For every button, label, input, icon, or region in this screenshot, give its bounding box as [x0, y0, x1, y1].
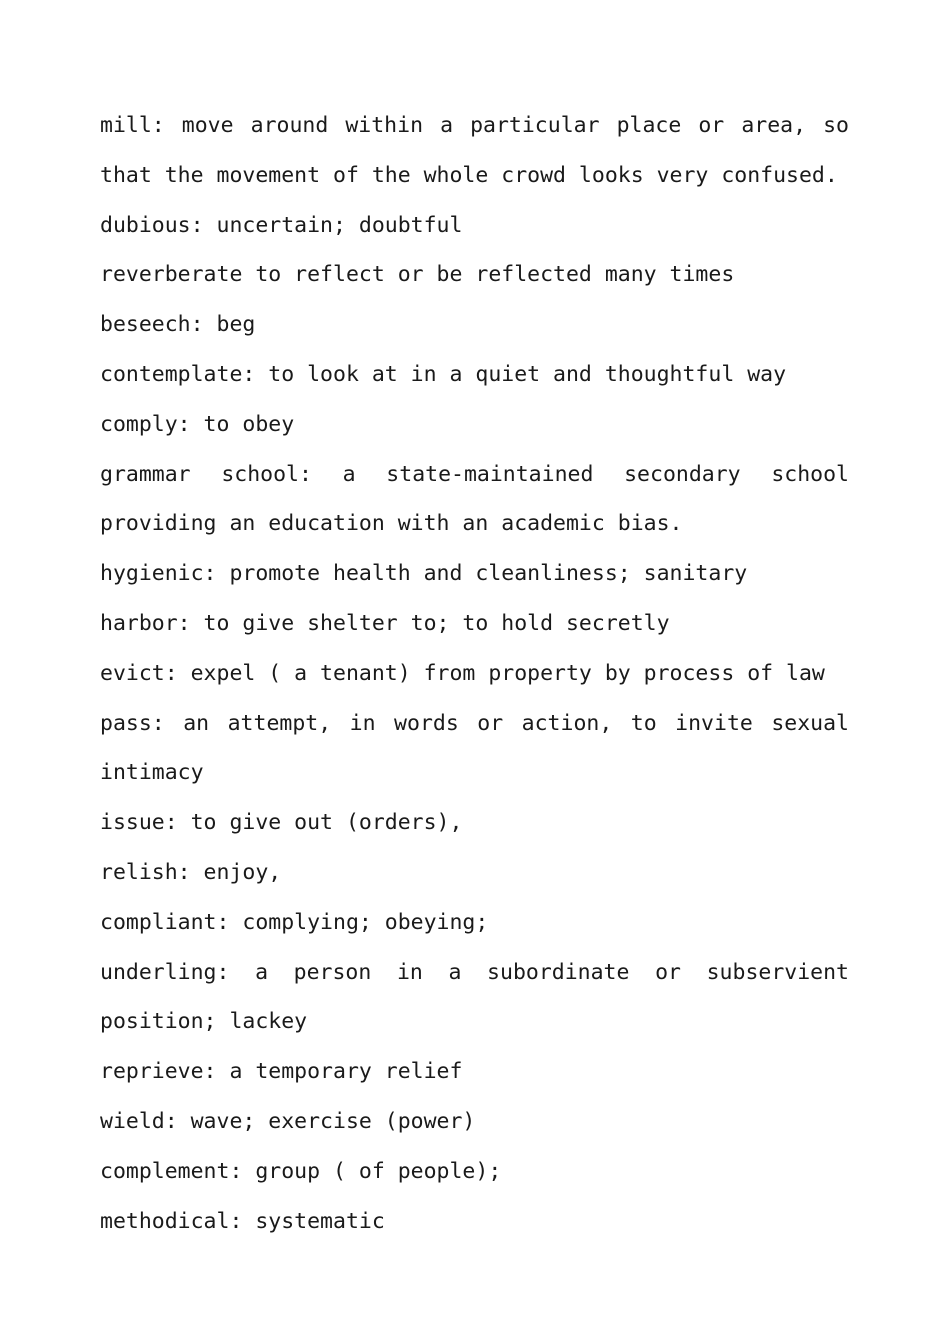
vocabulary-entry-dubious: dubious: uncertain; doubtful: [100, 212, 463, 238]
vocabulary-entry-beseech: beseech: beg: [100, 312, 256, 338]
vocabulary-entry-contemplate: contemplate: to look at in a quiet and thoughtful way: [100, 361, 787, 387]
vocabulary-entry-compliant: compliant: complying; obeying;: [100, 909, 489, 935]
vocabulary-entry-issue: issue: to give out (orders),: [100, 810, 463, 836]
vocabulary-entry-grammar-school: grammar school: a state-maintained secondary school providing an education with an academic bias.: [100, 461, 849, 537]
vocabulary-entry-evict: evict: expel ( a tenant) from property by process of law: [100, 660, 825, 686]
vocabulary-entry-methodical: methodical: systematic: [100, 1208, 385, 1234]
vocabulary-entry-comply: comply: to obey: [100, 411, 295, 437]
vocabulary-entry-complement: complement: group ( of people);: [100, 1158, 502, 1184]
vocabulary-entry-pass: pass: an attempt, in words or action, to invite sexual intimacy: [100, 710, 849, 786]
vocabulary-entry-reprieve: reprieve: a temporary relief: [100, 1059, 463, 1085]
vocabulary-entry-hygienic: hygienic: promote health and cleanliness; sanitary: [100, 561, 748, 587]
vocabulary-entry-harbor: harbor: to give shelter to; to hold secretly: [100, 610, 670, 636]
vocabulary-entry-relish: relish: enjoy,: [100, 859, 282, 885]
vocabulary-list: [100, 101, 849, 1246]
vocabulary-entry-wield: wield: wave; exercise (power): [100, 1108, 476, 1134]
vocabulary-entry-reverberate: reverberate to reflect or be reflected many times: [100, 262, 735, 288]
vocabulary-entry-underling: underling: a person in a subordinate or subservient position; lackey: [100, 959, 849, 1035]
vocabulary-entry-mill: mill: move around within a particular place or area, so that the movement of the whole crowd looks very confused.: [100, 113, 849, 188]
